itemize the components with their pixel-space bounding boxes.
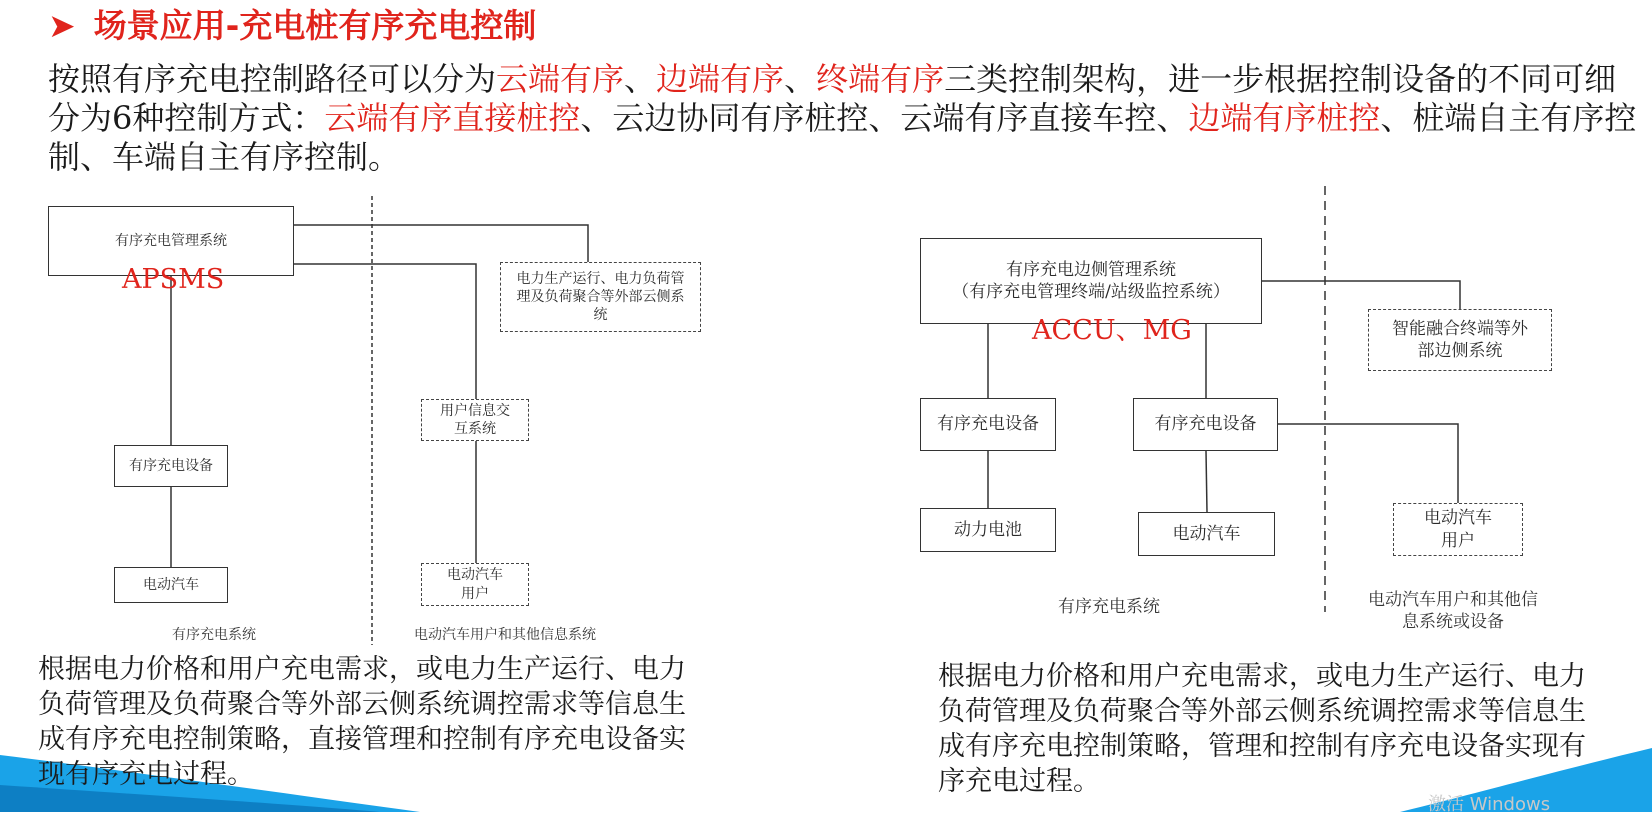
node-label: 电动汽车用户 (1424, 508, 1492, 551)
node-label: 电动汽车 (1172, 523, 1241, 544)
node-label: 有序充电管理系统 (115, 232, 227, 249)
intro-text: 、 (624, 60, 657, 98)
right-ev-box (1138, 512, 1275, 556)
external-edge-system-box (1368, 309, 1552, 371)
node-label: 有序充电设备 (1154, 414, 1257, 435)
node-label: 智能融合终端等外部边侧系统 (1392, 318, 1528, 361)
node-label: 有序充电设备 (129, 457, 213, 474)
intro-text: 按照有序充电控制路径可以分为 (48, 60, 497, 98)
intro-highlight: 云端有序 (496, 60, 625, 98)
right-charging-device-a-box (920, 398, 1056, 451)
left-charging-device-box (114, 445, 228, 487)
external-cloud-system-box (500, 262, 701, 332)
intro-text: 、 (784, 60, 817, 98)
node-label: 有序充电设备 (937, 414, 1039, 435)
left-ev-box (114, 567, 228, 603)
intro-highlight: 边端有序 (656, 60, 785, 98)
node-label: （有序充电管理终端/站级监控系统） (952, 282, 1230, 302)
node-label: 有序充电边侧管理系统 (1006, 259, 1176, 280)
right-caption-system: 有序充电系统 (1058, 597, 1160, 617)
title-text: 场景应用-充电桩有序充电控制 (93, 6, 537, 45)
right-charging-device-b-box (1133, 398, 1278, 451)
right-caption-users: 电动汽车用户和其他信息系统或设备 (1368, 590, 1538, 633)
node-label: 电动汽车 (143, 576, 199, 593)
activation-watermark: 激活 Windows (1428, 794, 1551, 815)
accu-mg-label: ACCU、MG (1032, 315, 1192, 346)
node-label: 电力生产运行、电力负荷管理及负荷聚合等外部云侧系统 (516, 270, 685, 324)
node-label: 电动汽车用户 (447, 567, 503, 602)
user-info-system-box (421, 399, 529, 441)
intro-highlight: 终端有序 (816, 60, 945, 98)
arrow-bullet-icon: ➤ (48, 6, 76, 45)
node-label: 动力电池 (954, 519, 1022, 540)
left-description: 根据电力价格和用户充电需求，或电力生产运行、电力负荷管理及负荷聚合等外部云侧系统调控需求等信息生成有序充电控制策略，直接管理和控制有序充电设备实现有序充电过程。 (38, 654, 686, 790)
intro-highlight: 云端有序直接桩控 (324, 99, 581, 137)
left-caption-users: 电动汽车用户和其他信息系统 (414, 627, 596, 643)
node-label: 用户信息交互系统 (440, 402, 510, 437)
intro-highlight: 边端有序桩控 (1188, 99, 1381, 137)
apsms-label: APSMS (122, 264, 225, 295)
intro-text: 、桩端自主有序控制、车端自主有序控制。 (48, 99, 1637, 176)
intro-text: 、云边协同有序桩控、云端有序直接车控、 (580, 99, 1189, 137)
intro-text: 三类控制架构，进一步根据控制设备的不同可细分为6种控制方式： (48, 60, 1617, 137)
left-ev-user-box (421, 563, 529, 606)
right-description: 根据电力价格和用户充电需求，或电力生产运行、电力负荷管理及负荷聚合等外部云侧系统调控需求等信息生成有序充电控制策略，管理和控制有序充电设备实现有序充电过程。 (938, 661, 1586, 797)
power-battery-box (920, 508, 1056, 552)
right-ev-user-box (1393, 503, 1523, 556)
left-caption-system: 有序充电系统 (172, 627, 256, 643)
